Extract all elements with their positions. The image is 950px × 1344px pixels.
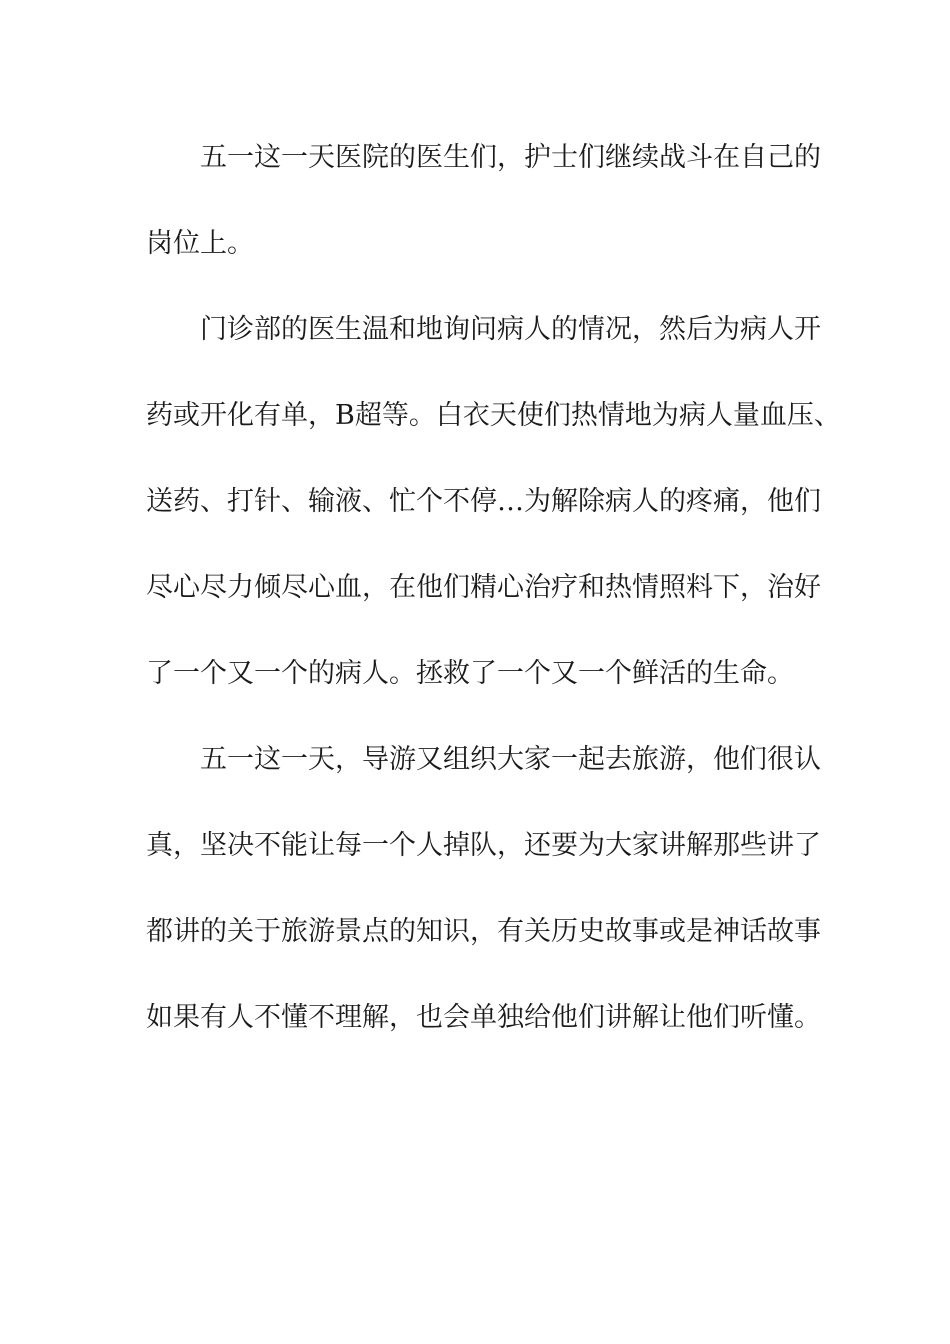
paragraph-1-line-2: 岗位上。 <box>146 228 254 259</box>
paragraph-2-line-2: 药或开化有单，B超等。白衣天使们热情地为病人量血压、 <box>146 400 841 431</box>
paragraph-2-line-3: 送药、打针、输液、忙个不停…为解除病人的疼痛，他们 <box>146 486 821 517</box>
paragraph-3-line-3: 都讲的关于旅游景点的知识，有关历史故事或是神话故事 <box>146 916 821 947</box>
paragraph-3-line-1: 五一这一天，导游又组织大家一起去旅游，他们很认 <box>200 744 821 775</box>
paragraph-3-line-4: 如果有人不懂不理解，也会单独给他们讲解让他们听懂。 <box>146 1002 821 1033</box>
paragraph-2-line-5: 了一个又一个的病人。拯救了一个又一个鲜活的生命。 <box>146 658 794 689</box>
paragraph-2-line-1: 门诊部的医生温和地询问病人的情况，然后为病人开 <box>200 314 821 345</box>
paragraph-3-line-2: 真，坚决不能让每一个人掉队，还要为大家讲解那些讲了 <box>146 830 821 861</box>
paragraph-1-line-1: 五一这一天医院的医生们，护士们继续战斗在自己的 <box>200 142 821 173</box>
paragraph-2-line-4: 尽心尽力倾尽心血，在他们精心治疗和热情照料下，治好 <box>146 572 821 603</box>
